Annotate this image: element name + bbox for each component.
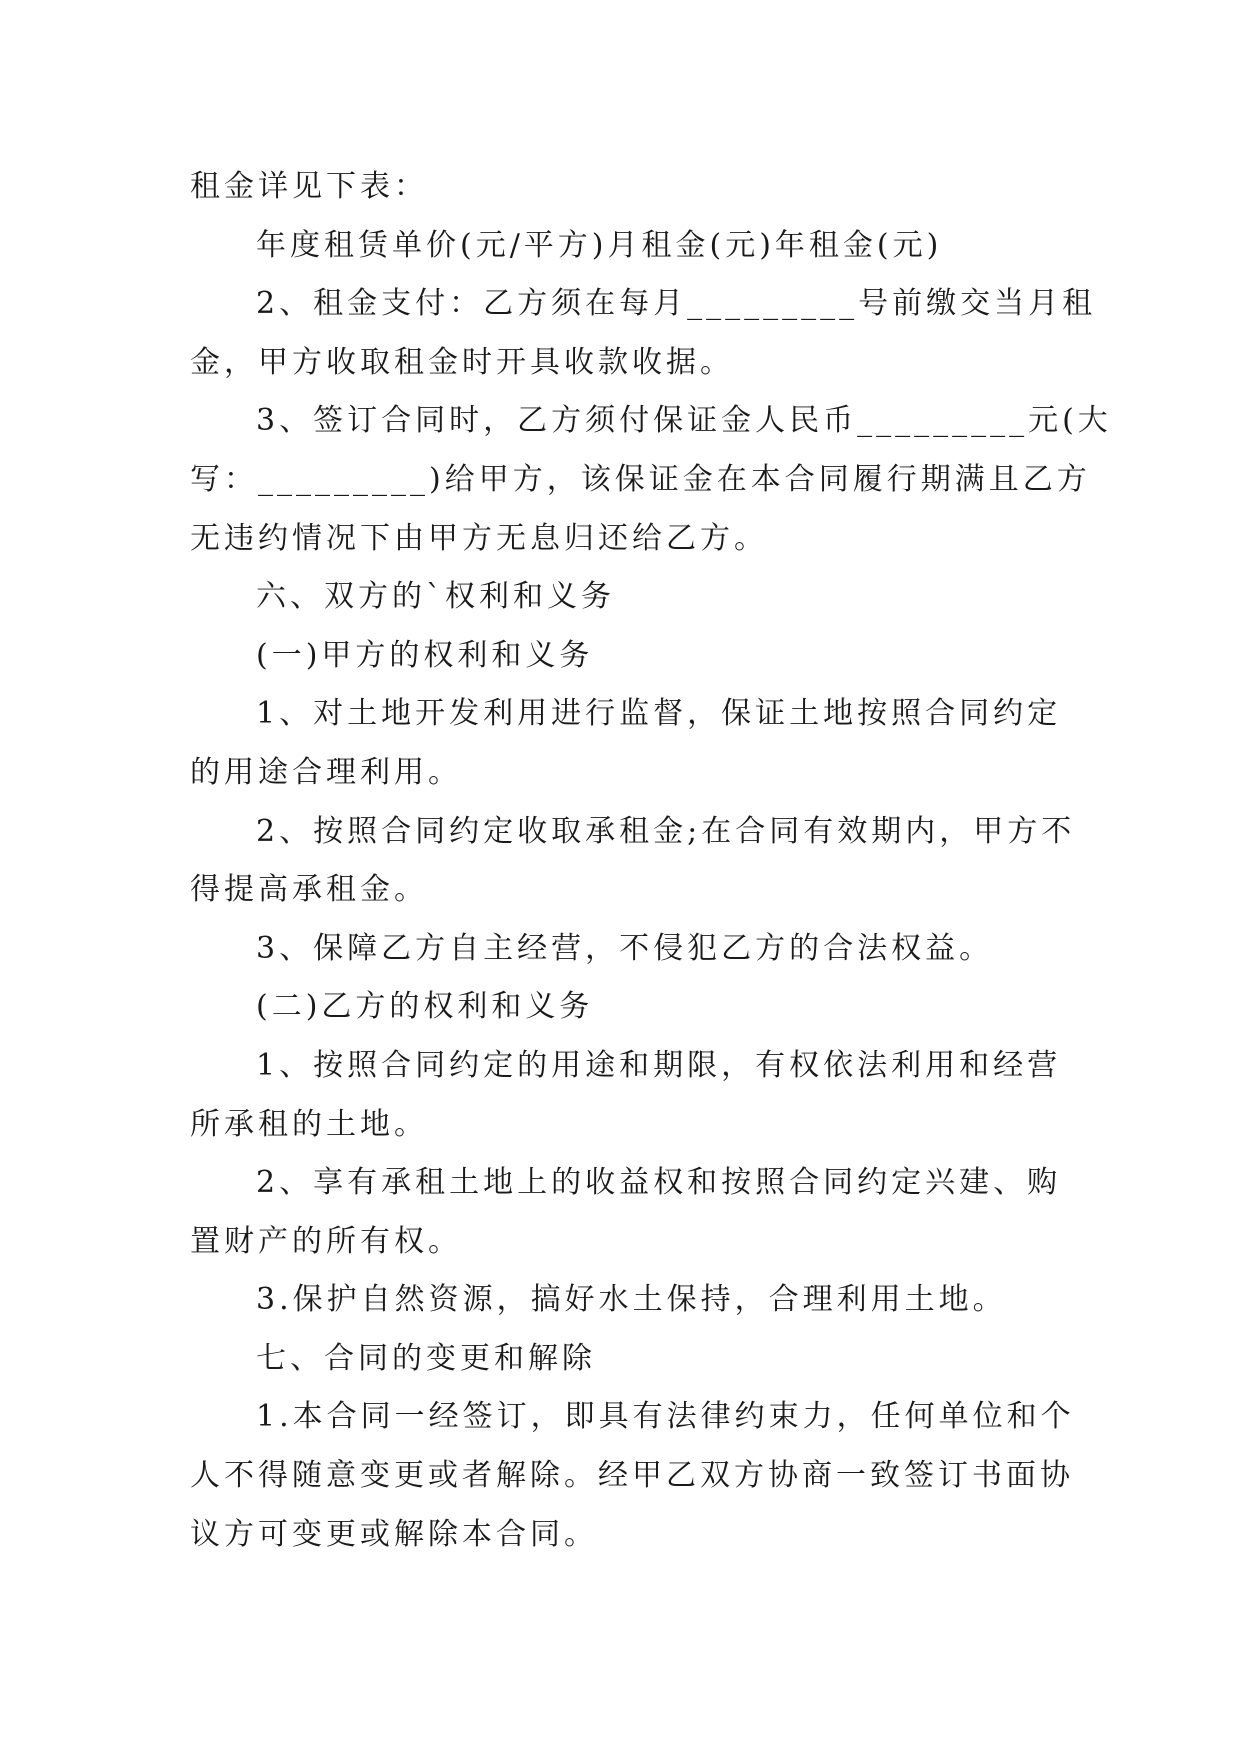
text-line: 1.本合同一经签订，即具有法律约束力，任何单位和个 — [256, 1399, 1075, 1435]
text-line: 2、租金支付：乙方须在每月_________号前缴交当月租 — [256, 286, 1097, 322]
text-line: 2、按照合同约定收取承租金;在合同有效期内，甲方不 — [256, 813, 1076, 849]
subsection-heading: (二)乙方的权利和义务 — [256, 989, 594, 1025]
text-line: 人不得随意变更或者解除。经甲乙双方协商一致签订书面协 — [190, 1458, 1074, 1494]
text-line: 的用途合理利用。 — [190, 754, 462, 790]
rent-table-header: 年度租赁单价(元/平方)月租金(元)年租金(元) — [256, 227, 943, 263]
text-line: 置财产的所有权。 — [190, 1223, 462, 1259]
text-line: 3、签订合同时，乙方须付保证金人民币_________元(大 — [256, 403, 1112, 439]
section-heading: 七、合同的变更和解除 — [256, 1340, 596, 1376]
text-line: 得提高承租金。 — [190, 872, 428, 908]
text-line: 写：_________)给甲方，该保证金在本合同履行期满且乙方 — [190, 461, 1091, 497]
subsection-heading: (一)甲方的权利和义务 — [256, 637, 594, 673]
text-line: 租金详见下表： — [190, 169, 428, 204]
section-heading: 六、双方的`权利和义务 — [256, 579, 615, 615]
text-line: 3.保护自然资源，搞好水土保持，合理利用土地。 — [256, 1282, 1007, 1318]
text-line: 2、享有承租土地上的收益权和按照合同约定兴建、购 — [256, 1165, 1062, 1201]
text-line: 所承租的土地。 — [190, 1106, 428, 1142]
text-line: 无违约情况下由甲方无息归还给乙方。 — [190, 520, 768, 556]
text-line: 3、保障乙方自主经营，不侵犯乙方的合法权益。 — [256, 930, 994, 966]
text-line: 1、对土地开发利用进行监督，保证土地按照合同约定 — [256, 696, 1062, 732]
document-body — [190, 158, 1112, 1564]
text-line: 1、按照合同约定的用途和期限，有权依法利用和经营 — [256, 1047, 1062, 1083]
text-line: 议方可变更或解除本合同。 — [190, 1516, 598, 1552]
text-line: 金，甲方收取租金时开具收款收据。 — [190, 344, 734, 380]
